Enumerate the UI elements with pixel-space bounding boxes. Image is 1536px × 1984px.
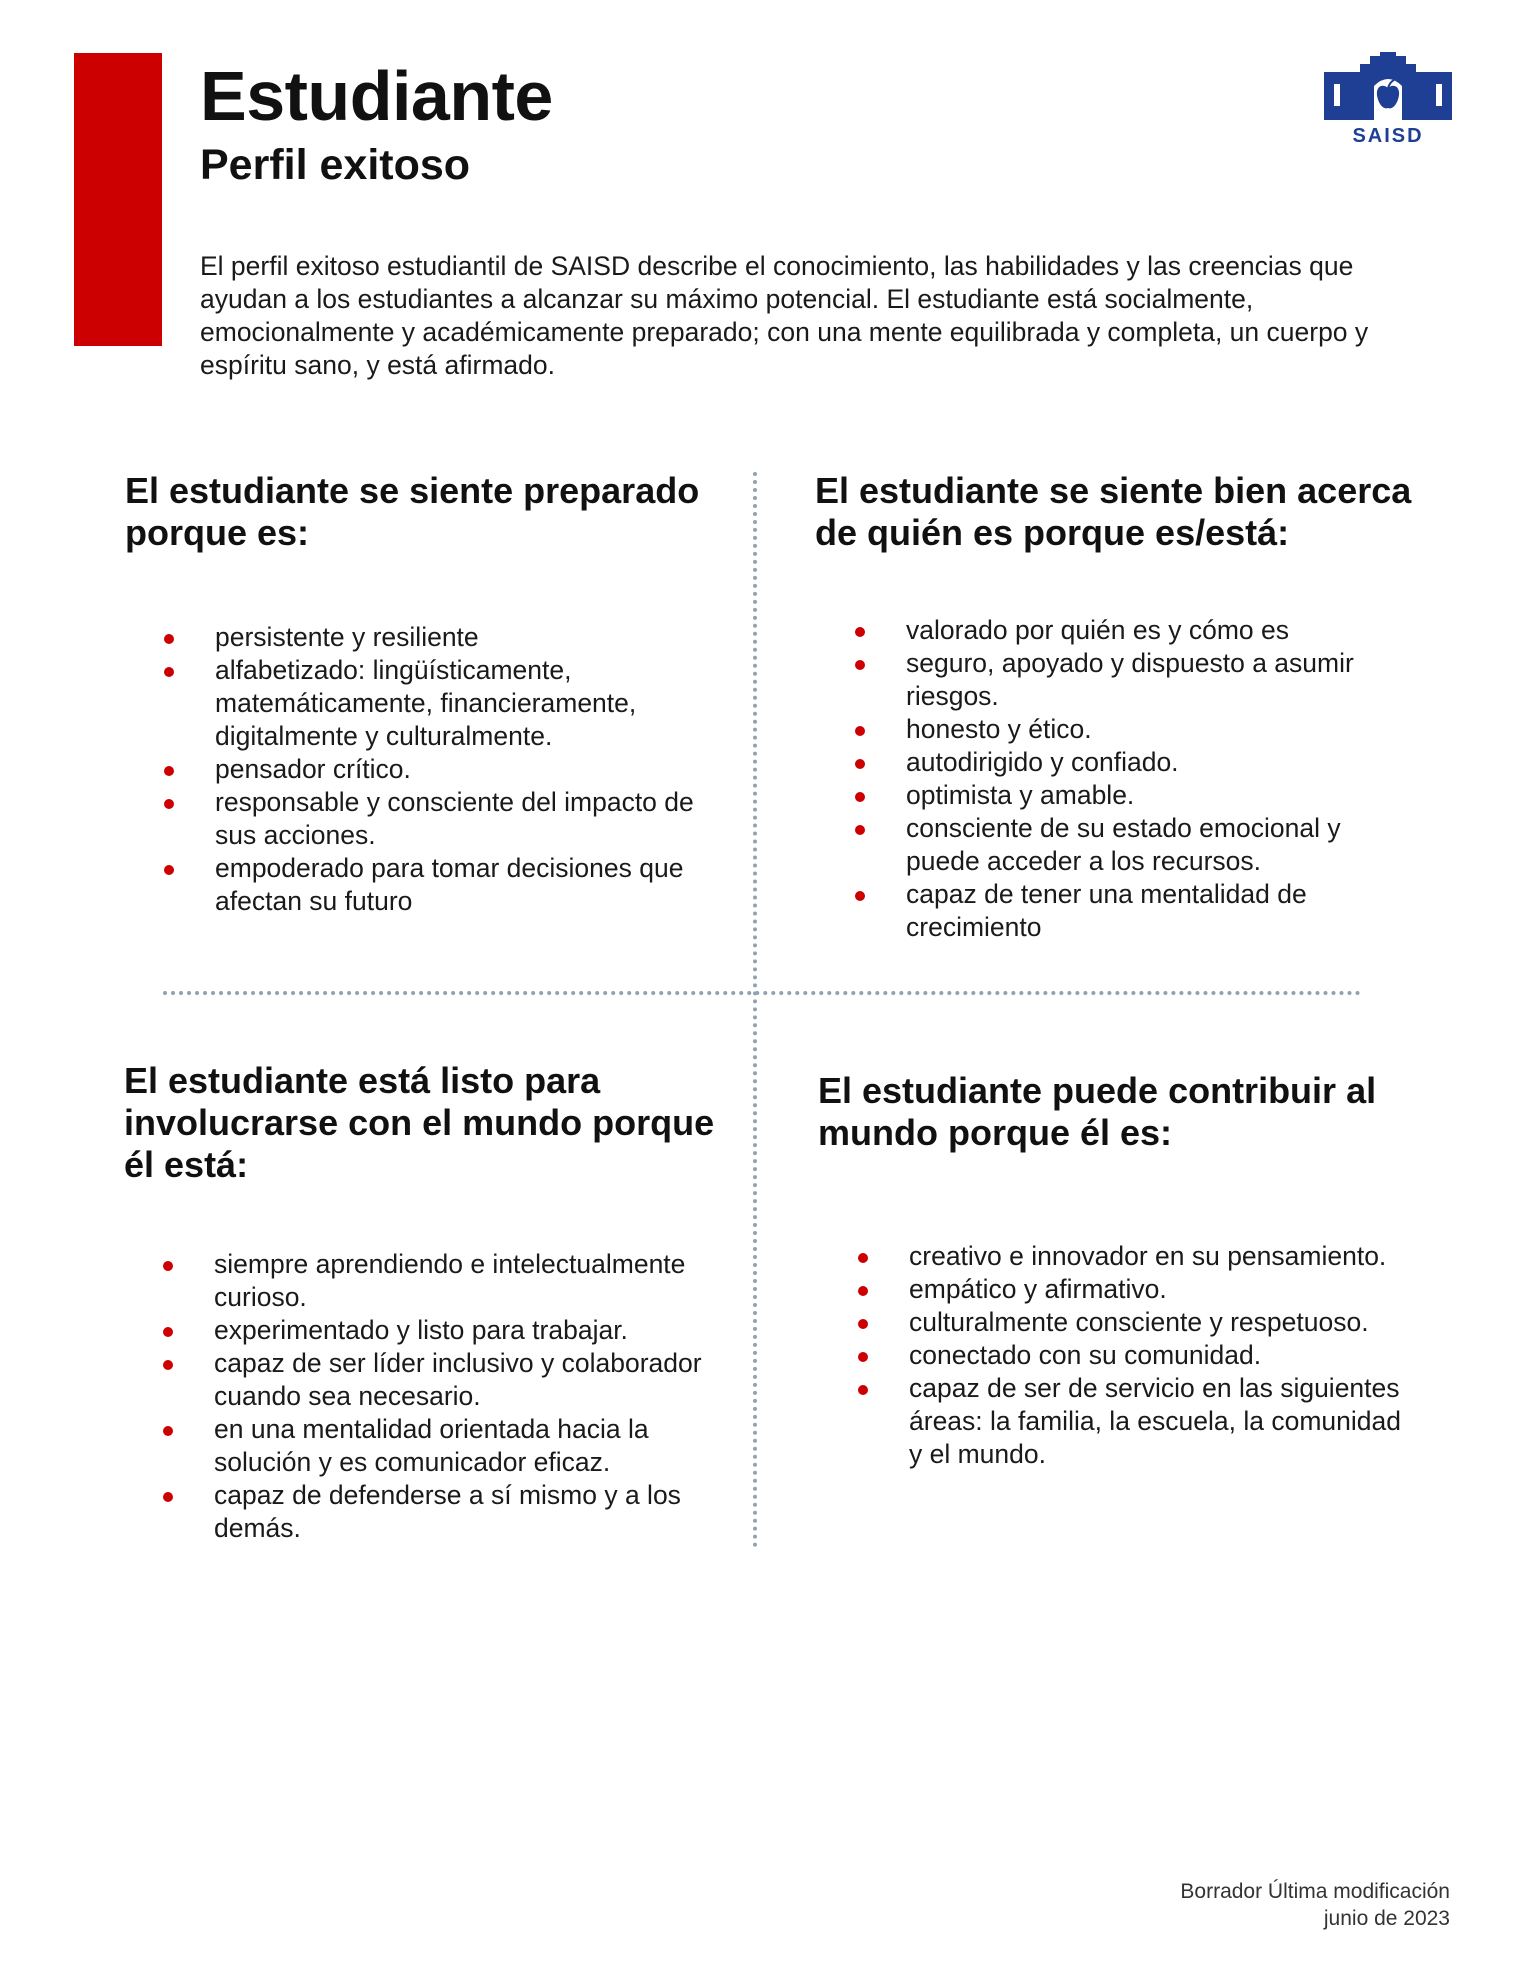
horizontal-dotted-divider <box>163 991 1361 995</box>
list-item: capaz de ser de servicio en las siguientes áreas: la familia, la escuela, la comunidad y el mundo. <box>851 1372 1411 1471</box>
list-item: experimentado y listo para trabajar. <box>156 1314 706 1347</box>
footer-note <box>1180 1878 1450 1932</box>
list-item: optimista y amable. <box>848 779 1408 812</box>
quadrant-feels-good <box>815 470 1435 944</box>
list-item: en una mentalidad orientada hacia la solución y es comunicador eficaz. <box>156 1413 706 1479</box>
quadrant-prepared <box>125 470 725 918</box>
quadrant-heading: El estudiante se siente bien acerca de quién es porque es/está: <box>815 470 1412 553</box>
list-item: valorado por quién es y cómo es <box>848 614 1408 647</box>
list-item: empático y afirmativo. <box>851 1273 1411 1306</box>
vertical-dotted-divider <box>753 472 757 1548</box>
list-item: honesto y ético. <box>848 713 1408 746</box>
footer-line: Borrador Última modificación <box>1180 1880 1450 1903</box>
quadrant-engage <box>124 1060 724 1545</box>
quadrant-heading: El estudiante puede contribuir al mundo porque él es: <box>818 1070 1377 1153</box>
list-item: autodirigido y confiado. <box>848 746 1408 779</box>
footer-line: junio de 2023 <box>1323 1907 1450 1930</box>
quadrant-heading: El estudiante se siente preparado porque es: <box>125 470 700 553</box>
list-item: siempre aprendiendo e intelectualmente curioso. <box>156 1248 706 1314</box>
page-title: Estudiante <box>200 57 553 135</box>
list-item: seguro, apoyado y dispuesto a asumir riesgos. <box>848 647 1408 713</box>
list-item: consciente de su estado emocional y puede acceder a los recursos. <box>848 812 1408 878</box>
list-item: culturalmente consciente y respetuoso. <box>851 1306 1411 1339</box>
list-item: persistente y resiliente <box>157 621 717 654</box>
bullet-list <box>848 614 1408 944</box>
red-accent-bar <box>74 53 162 346</box>
bullet-list <box>156 1248 706 1545</box>
list-item: pensador crítico. <box>157 753 717 786</box>
intro-paragraph: El perfil exitoso estudiantil de SAISD describe el conocimiento, las habilidades y las creencias que ayudan a los estudiantes a alcanzar su máximo potencial. El estudiante está socialmente, emocionalmente y académicamente preparado; con una mente equilibrada y completa, un cuerpo y espíritu sano, y está afirmado. <box>200 251 1369 380</box>
quadrant-heading: El estudiante está listo para involucrarse con el mundo porque él está: <box>124 1060 715 1185</box>
list-item: creativo e innovador en su pensamiento. <box>851 1240 1411 1273</box>
list-item: conectado con su comunidad. <box>851 1339 1411 1372</box>
list-item: capaz de ser líder inclusivo y colaborador cuando sea necesario. <box>156 1347 706 1413</box>
list-item: empoderado para tomar decisiones que afectan su futuro <box>157 852 717 918</box>
saisd-logo <box>1324 52 1452 146</box>
list-item: alfabetizado: lingüísticamente, matemáticamente, financieramente, digitalmente y culturalmente. <box>157 654 717 753</box>
list-item: responsable y consciente del impacto de sus acciones. <box>157 786 717 852</box>
logo-text: SAISD <box>1352 125 1424 146</box>
list-item: capaz de defenderse a sí mismo y a los demás. <box>156 1479 706 1545</box>
page-subtitle: Perfil exitoso <box>200 141 471 189</box>
bullet-list <box>851 1240 1411 1471</box>
bullet-list <box>157 621 717 918</box>
list-item: capaz de tener una mentalidad de crecimiento <box>848 878 1408 944</box>
quadrant-contribute <box>818 1070 1438 1471</box>
